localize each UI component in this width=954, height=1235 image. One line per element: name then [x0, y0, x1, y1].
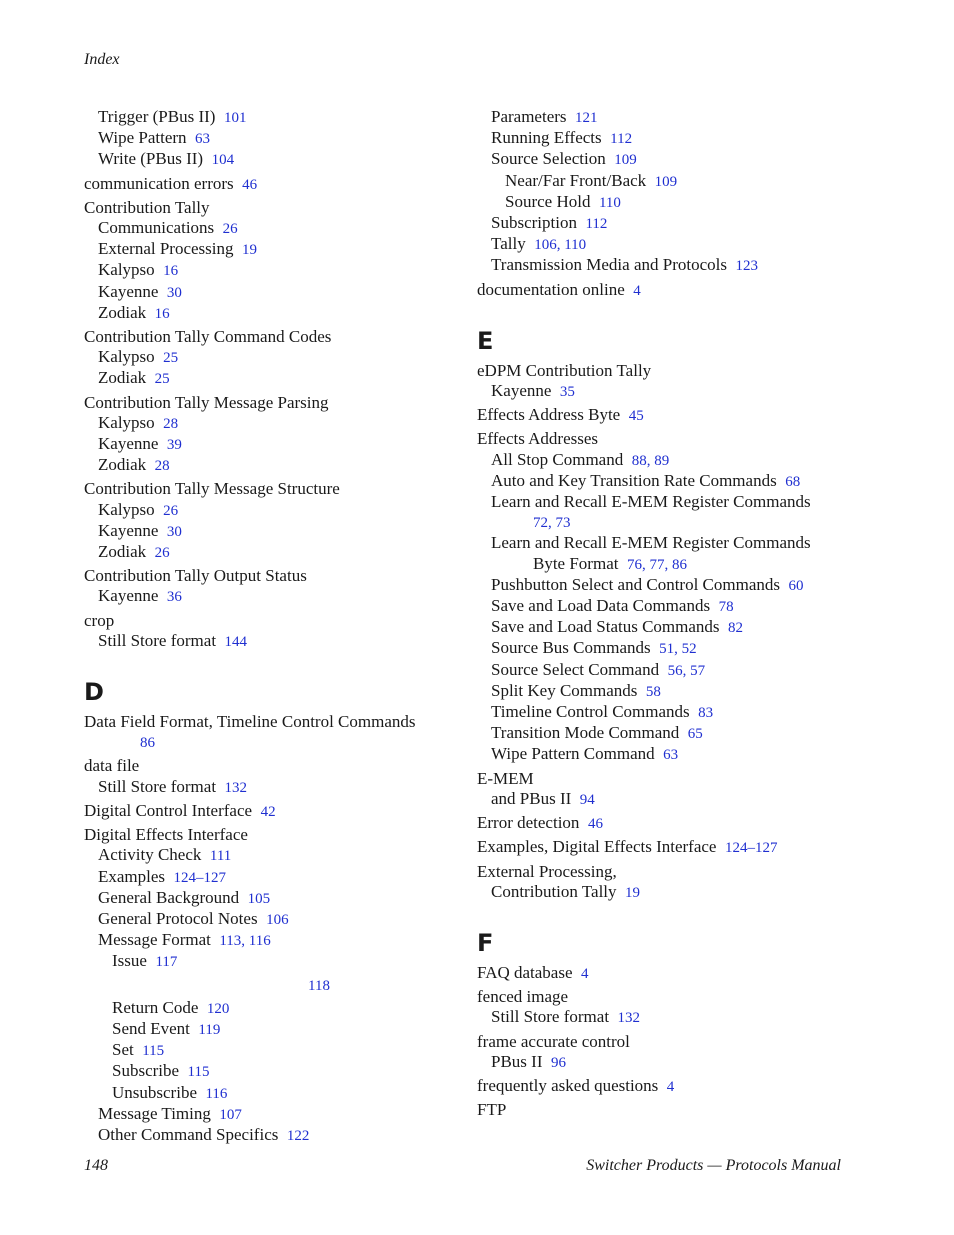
- entry-term: Zodiak: [98, 302, 147, 322]
- index-entry: [84, 611, 454, 631]
- page-link[interactable]: 36: [166, 589, 182, 606]
- index-subentry: [84, 631, 454, 652]
- index-entry: [477, 1076, 847, 1097]
- page-link[interactable]: 106: [266, 911, 289, 928]
- page-link[interactable]: 28: [154, 458, 170, 475]
- entry-term: General Background: [98, 887, 240, 907]
- entry-term: Contribution Tally Message Structure: [84, 479, 340, 499]
- page-link[interactable]: 25: [163, 350, 179, 367]
- index-subentry: [477, 128, 847, 149]
- index-subentry: [84, 260, 454, 281]
- index-entry: [84, 712, 454, 732]
- index-subentry: 72, 73: [533, 515, 571, 532]
- section-letter: F: [477, 928, 494, 957]
- index-subentry: [477, 1007, 847, 1028]
- entry-term: Parameters: [491, 107, 567, 126]
- page-link[interactable]: 46: [587, 816, 603, 833]
- index-subentry: [477, 789, 847, 810]
- entry-term: Transition Mode Command: [491, 723, 680, 743]
- entry-term: Save and Load Data Commands: [491, 596, 711, 616]
- index-subentry: [84, 149, 454, 170]
- page-link[interactable]: 110: [564, 237, 587, 254]
- index-subentry: [477, 381, 847, 402]
- index-subentry: [477, 882, 847, 903]
- entry-term: Kalypso: [98, 347, 155, 367]
- index-entry: [84, 327, 454, 347]
- index-subentry: [84, 521, 454, 542]
- entry-term: General Protocol Notes: [98, 908, 258, 928]
- page-link[interactable]: 115: [142, 1043, 165, 1060]
- index-subentry: [477, 471, 847, 492]
- page-link[interactable]: 58: [645, 683, 661, 700]
- entry-term: PBus II: [491, 1051, 543, 1071]
- entry-term: FAQ database: [477, 962, 573, 982]
- page-link[interactable]: 30: [166, 523, 182, 540]
- entry-term: Digital Effects Interface: [84, 825, 248, 845]
- page-link[interactable]: 26: [222, 221, 238, 238]
- entry-term: Send Event: [112, 1018, 190, 1038]
- index-entry: [84, 479, 454, 499]
- page-link[interactable]: 19: [625, 884, 641, 901]
- index-subentry: [84, 1061, 454, 1082]
- index-page-link[interactable]: [84, 975, 454, 996]
- index-entry: [84, 198, 454, 218]
- page-link[interactable]: 118: [308, 977, 330, 994]
- page-link[interactable]: 39: [166, 437, 182, 454]
- index-column-right: [477, 107, 847, 1120]
- page-link[interactable]: 117: [155, 954, 178, 971]
- entry-term: Transmission Media and Protocols: [491, 255, 727, 275]
- index-entry: [84, 801, 454, 822]
- index-subentry: [477, 213, 847, 234]
- entry-term: Effects Address Byte: [477, 405, 621, 425]
- page-link[interactable]: 89: [654, 452, 670, 469]
- entry-term: Subscription: [491, 213, 577, 233]
- index-subentry: [477, 492, 847, 512]
- section-letter: E: [477, 326, 494, 355]
- index-subentry: [84, 368, 454, 389]
- index-subentry: [84, 732, 454, 753]
- entry-term: Subscribe: [112, 1061, 180, 1081]
- index-subentry: [477, 744, 847, 765]
- page-link[interactable]: 56: [667, 662, 683, 679]
- entry-term: Contribution Tally: [491, 881, 617, 901]
- entry-term: Source Hold: [505, 191, 591, 211]
- page-link[interactable]: 76: [626, 556, 642, 573]
- entry-term: Kalypso: [98, 412, 155, 432]
- index-subentry: [84, 434, 454, 455]
- page-link[interactable]: 60: [788, 577, 804, 594]
- entry-term: Wipe Pattern: [98, 128, 187, 148]
- index-entry: [477, 862, 847, 882]
- index-column-left: [84, 107, 454, 1146]
- entry-term: Kayenne: [98, 281, 159, 301]
- entry-term: Trigger (PBus II): [98, 107, 216, 126]
- entry-term: Write (PBus II): [98, 149, 204, 169]
- index-entry: [477, 361, 847, 381]
- index-subentry: Message Format 113, 116: [98, 930, 271, 950]
- section-letter: D: [84, 678, 104, 707]
- page-link[interactable]: 73: [555, 515, 571, 532]
- index-subentry: [477, 533, 847, 553]
- index-entry: [477, 963, 847, 984]
- entry-term: Still Store format: [98, 776, 217, 796]
- page-link[interactable]: 26: [163, 502, 179, 519]
- entry-term: and PBus II: [491, 788, 572, 808]
- entry-term: Near/Far Front/Back: [505, 170, 647, 190]
- page-number: 148: [84, 1157, 108, 1174]
- index-subentry: [84, 107, 454, 128]
- entry-term: Pushbutton Select and Control Commands: [491, 574, 780, 594]
- entry-term: documentation online: [477, 279, 625, 299]
- entry-term: Save and Load Status Commands: [491, 617, 720, 637]
- page-link[interactable]: 132: [224, 779, 248, 796]
- index-entry: [477, 987, 847, 1007]
- entry-term: Message Format: [98, 930, 211, 950]
- index-subentry: [84, 455, 454, 476]
- entry-term: Return Code: [112, 997, 199, 1017]
- entry-term: External Processing: [98, 239, 234, 259]
- index-entry: [477, 280, 847, 301]
- page-link[interactable]: 96: [550, 1054, 566, 1071]
- index-subentry: [477, 702, 847, 723]
- index-subentry: Source Bus Commands 51, 52: [491, 638, 697, 658]
- page-link[interactable]: 110: [598, 194, 621, 211]
- page-link[interactable]: 121: [575, 110, 598, 126]
- page-link[interactable]: 101: [223, 110, 247, 126]
- page-link[interactable]: 106: [534, 237, 557, 254]
- page-link[interactable]: 107: [219, 1106, 242, 1123]
- index-subentry: [477, 171, 847, 192]
- page-link[interactable]: 116: [205, 1085, 228, 1102]
- entry-term: Kalypso: [98, 260, 155, 280]
- index-entry: [84, 825, 454, 845]
- index-subentry: [84, 218, 454, 239]
- index-subentry: [84, 951, 454, 972]
- page-link[interactable]: 68: [785, 473, 801, 490]
- page-link[interactable]: 45: [628, 408, 644, 425]
- index-subentry: [84, 1083, 454, 1104]
- entry-term: Issue: [112, 951, 147, 971]
- entry-term: Zodiak: [98, 455, 147, 475]
- page-link[interactable]: 124–127: [173, 869, 227, 886]
- index-subentry: [477, 681, 847, 702]
- entry-term: Examples: [98, 866, 166, 886]
- page-link[interactable]: 63: [195, 131, 211, 148]
- page-link[interactable]: 111: [209, 848, 232, 865]
- entry-term: All Stop Command: [491, 449, 624, 469]
- page-link[interactable]: 26: [154, 545, 170, 562]
- entry-term: Contribution Tally Command Codes: [84, 327, 332, 347]
- page-link[interactable]: 4: [581, 965, 589, 982]
- manual-title: Switcher Products — Protocols Manual: [586, 1157, 841, 1174]
- index-subentry: [84, 1125, 454, 1146]
- entry-term: Kayenne: [98, 520, 159, 540]
- index-subentry: [84, 888, 454, 909]
- page-link[interactable]: 82: [728, 620, 744, 637]
- index-entry: [477, 837, 847, 858]
- entry-term: communication errors: [84, 173, 234, 193]
- entry-term: Split Key Commands: [491, 680, 638, 700]
- page-link[interactable]: 115: [187, 1064, 210, 1081]
- index-subentry: [84, 282, 454, 303]
- page-link[interactable]: 123: [735, 258, 758, 275]
- index-subentry: Tally 106, 110: [491, 234, 587, 254]
- entry-term: E-MEM: [477, 768, 534, 788]
- index-subentry: [477, 149, 847, 170]
- index-subentry: [84, 586, 454, 607]
- index-entry: [84, 566, 454, 586]
- entry-term: Unsubscribe: [112, 1082, 197, 1102]
- entry-term: Tally: [491, 234, 526, 254]
- entry-term: crop: [84, 610, 115, 630]
- page-link[interactable]: 42: [260, 803, 276, 820]
- entry-term: Byte Format: [533, 553, 619, 573]
- entry-term: Wipe Pattern Command: [491, 744, 655, 764]
- index-subentry: [84, 500, 454, 521]
- entry-term: Error detection: [477, 813, 580, 833]
- index-entry: [477, 1100, 847, 1120]
- page-link[interactable]: 132: [617, 1010, 641, 1027]
- index-subentry: [477, 723, 847, 744]
- page-link[interactable]: 109: [614, 152, 637, 169]
- index-subentry: [84, 1040, 454, 1061]
- entry-term: Effects Addresses: [477, 429, 599, 449]
- entry-term: Kayenne: [98, 586, 159, 606]
- entry-term: External Processing,: [477, 861, 617, 881]
- entry-term: data file: [84, 756, 140, 776]
- index-entry: [477, 405, 847, 426]
- entry-term: Kayenne: [98, 434, 159, 454]
- index-subentry: [477, 107, 847, 128]
- entry-term: eDPM Contribution Tally: [477, 360, 652, 380]
- entry-term: Digital Control Interface: [84, 800, 253, 820]
- page-link[interactable]: 77: [649, 556, 665, 573]
- entry-term: Zodiak: [98, 368, 147, 388]
- entry-term: Source Select Command: [491, 659, 660, 679]
- entry-term: Source Bus Commands: [491, 638, 651, 658]
- entry-term: Still Store format: [491, 1007, 610, 1027]
- index-entry: [477, 769, 847, 789]
- index-subentry: [477, 617, 847, 638]
- page-link[interactable]: 88: [631, 452, 647, 469]
- page-link[interactable]: 120: [206, 1000, 230, 1017]
- index-subentry: [84, 347, 454, 368]
- index-subentry: [477, 255, 847, 276]
- index-subentry: [84, 909, 454, 930]
- index-subentry: [477, 575, 847, 596]
- page-link[interactable]: 104: [211, 152, 235, 169]
- page-link[interactable]: 109: [654, 173, 678, 190]
- entry-term: frequently asked questions: [477, 1075, 659, 1095]
- index-subentry: [84, 128, 454, 149]
- page-link[interactable]: 72: [533, 515, 548, 532]
- entry-term: Timeline Control Commands: [491, 702, 690, 722]
- entry-term: Kayenne: [491, 381, 552, 401]
- index-entry: [84, 174, 454, 195]
- page-link[interactable]: 86: [140, 735, 155, 752]
- index-subentry: [84, 413, 454, 434]
- entry-term: Message Timing: [98, 1103, 211, 1123]
- page-link[interactable]: 4: [666, 1078, 675, 1095]
- page-link[interactable]: 51: [659, 641, 675, 658]
- page-link[interactable]: 105: [247, 890, 271, 907]
- entry-term: Auto and Key Transition Rate Commands: [491, 470, 777, 490]
- index-entry: [84, 756, 454, 776]
- index-subentry: [84, 777, 454, 798]
- page-link[interactable]: 52: [681, 641, 697, 658]
- running-header: Index: [84, 51, 120, 68]
- page-link[interactable]: 25: [154, 371, 170, 388]
- page-link[interactable]: 46: [242, 176, 258, 193]
- index-subentry: [84, 867, 454, 888]
- page-link[interactable]: 119: [198, 1021, 221, 1038]
- entry-term: Set: [112, 1040, 134, 1060]
- entry-term: Contribution Tally Output Status: [84, 566, 307, 586]
- page-link[interactable]: 112: [610, 131, 633, 148]
- entry-term: Data Field Format, Timeline Control Commands: [84, 712, 416, 732]
- index-subentry: [477, 192, 847, 213]
- page-link[interactable]: 30: [166, 284, 182, 301]
- page-link[interactable]: 144: [224, 633, 248, 650]
- page-link[interactable]: 35: [559, 384, 575, 401]
- index-entry: [477, 813, 847, 834]
- index-subentry: [84, 239, 454, 260]
- entry-term: Kalypso: [98, 499, 155, 519]
- index-entry: [477, 1032, 847, 1052]
- index-subentry: Byte Format 76, 77, 86: [533, 553, 687, 573]
- entry-term: Other Command Specifics: [98, 1124, 279, 1144]
- index-subentry: [84, 303, 454, 324]
- page-link[interactable]: 116: [248, 933, 271, 950]
- page-link[interactable]: 86: [671, 556, 687, 573]
- index-entry: [477, 429, 847, 449]
- page-link[interactable]: 94: [579, 791, 595, 808]
- entry-term: Learn and Recall E-MEM Register Commands: [491, 533, 811, 553]
- page-link[interactable]: 78: [718, 599, 734, 616]
- entry-term: Learn and Recall E-MEM Register Commands: [491, 492, 811, 512]
- entry-term: FTP: [477, 1100, 507, 1120]
- entry-term: Examples, Digital Effects Interface: [477, 837, 717, 857]
- page-link[interactable]: 113: [219, 933, 242, 950]
- page-link[interactable]: 83: [698, 705, 714, 722]
- entry-term: Contribution Tally Message Parsing: [84, 392, 329, 412]
- index-subentry: [84, 998, 454, 1019]
- index-subentry: Source Select Command 56, 57: [491, 659, 706, 679]
- page-link[interactable]: 16: [163, 263, 179, 280]
- entry-term: Source Selection: [491, 149, 606, 169]
- entry-term: Contribution Tally: [84, 197, 210, 217]
- index-subentry: All Stop Command 88, 89: [491, 449, 670, 469]
- page-link[interactable]: 112: [585, 216, 608, 233]
- page-link[interactable]: 63: [663, 747, 679, 764]
- entry-term: fenced image: [477, 987, 569, 1007]
- entry-term: Still Store format: [98, 630, 217, 650]
- page-link[interactable]: 16: [154, 305, 170, 322]
- page-link[interactable]: 65: [687, 726, 703, 743]
- index-entry: [84, 393, 454, 413]
- index-subentry: [84, 1019, 454, 1040]
- entry-term: Communications: [98, 218, 215, 238]
- page-link[interactable]: 28: [163, 415, 179, 432]
- page-link[interactable]: 4: [633, 282, 641, 299]
- index-subentry: [84, 845, 454, 866]
- index-subentry: [84, 1104, 454, 1125]
- page-link[interactable]: 57: [690, 662, 706, 679]
- index-subentry: [477, 1052, 847, 1073]
- entry-term: Activity Check: [98, 845, 202, 865]
- entry-term: Zodiak: [98, 542, 147, 562]
- page-link[interactable]: 19: [242, 242, 257, 259]
- entry-term: frame accurate control: [477, 1031, 630, 1051]
- index-subentry: [477, 596, 847, 617]
- index-subentry: [84, 542, 454, 563]
- entry-term: Running Effects: [491, 128, 602, 148]
- page-link[interactable]: 122: [286, 1127, 310, 1144]
- page-link[interactable]: 124–127: [724, 840, 778, 857]
